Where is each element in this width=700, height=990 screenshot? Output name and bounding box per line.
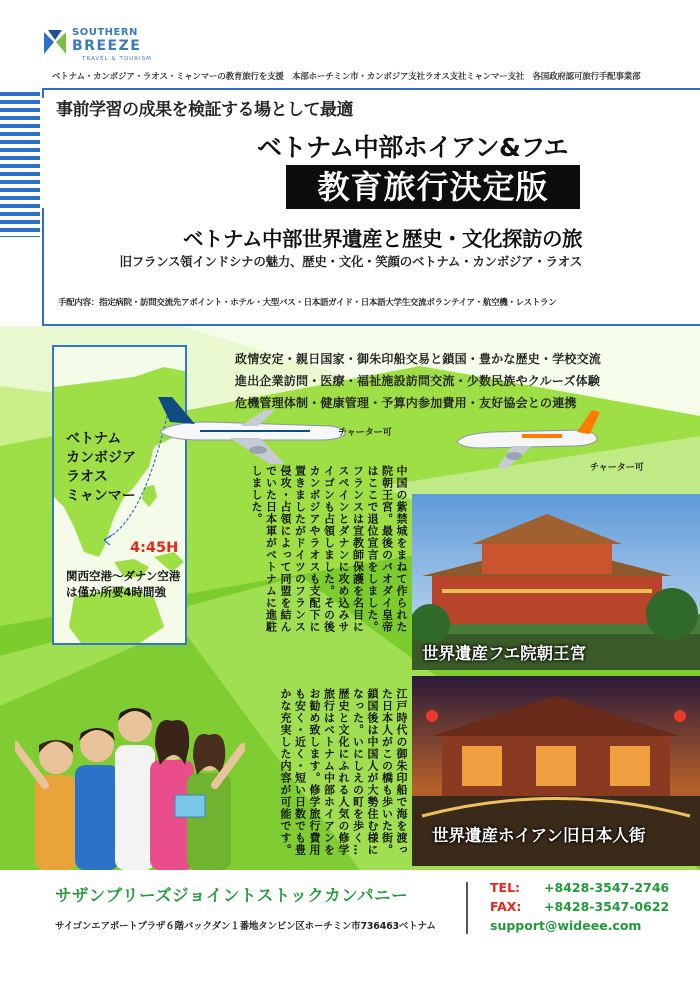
country-cambodia: カンボジア <box>66 450 136 466</box>
country-laos: ラオス <box>66 469 108 485</box>
blue-stripes-decoration <box>0 92 40 237</box>
hoian-bridge-photo <box>412 676 700 866</box>
arrangement-list: 手配内容：指定病院・訪問交流先アポイント・ホテル・大型バス・日本語ガイド・日本語大学生交流ボランテイア・航空機・レストラン <box>58 298 557 308</box>
hue-imperial-palace-photo <box>412 494 700 670</box>
company-name: サザンブリーズジョイントストックカンパニー <box>55 886 409 905</box>
logo-text-southern: SOUTHERN <box>72 27 138 38</box>
airplane-jetstar-icon <box>452 410 602 470</box>
flight-time: 4:45H <box>130 540 179 556</box>
main-title-banner: 教育旅行決定版 <box>317 168 549 206</box>
students-group-illustration <box>15 685 245 870</box>
country-list <box>66 430 136 506</box>
charter-label-1: チャーター可 <box>338 428 392 438</box>
tel-label: TEL: <box>490 880 521 895</box>
subtitle: ベトナム中部世界遺産と歴史・文化探訪の旅 <box>183 227 582 251</box>
logo-text-travel: TRAVEL & TOURISM <box>82 56 152 62</box>
contact-fax <box>490 899 669 914</box>
country-vietnam: ベトナム <box>66 431 122 447</box>
hue-photo-caption: 世界遺産フエ院朝王宮 <box>422 644 587 663</box>
contact-tel <box>490 880 669 895</box>
flight-route <box>66 568 180 600</box>
keyword-line-2: 進出企業訪問・医療・福祉施設訪問交流・少数民族やクルーズ体験 <box>235 374 601 388</box>
subtitle-secondary: 旧フランス領インドシナの魅力、歴史・文化・笑顔のベトナム・カンボジア・ラオス <box>119 254 582 269</box>
logo-mark-icon <box>42 28 68 58</box>
hoian-photo-caption: 世界遺産ホイアン旧日本人街 <box>432 826 646 845</box>
hoian-description: 江戸時代の御朱印船で海を渡った日本人がこの橋も歩いた街。鎖国後は中国人が大勢住む様になった。いにしえの町を歩く…歴史と文化にふれる人気の修学旅行はベトナム中部ホイアンをお勧め致します。修学旅行費用も安く・近く・短い日数でも豊かな充実した内容が可能です。 <box>279 688 408 856</box>
fax-label: FAX: <box>490 899 522 914</box>
main-title: ベトナム中部ホイアン&フエ <box>256 133 568 162</box>
route-line-2: は僅か所要4時間強 <box>66 585 167 599</box>
company-address: サイゴンエアポートプラザ６階バックダン１番地タンビン区ホーチミン市736463ベトナム <box>55 921 436 932</box>
airplane-vietnam-airlines-icon <box>150 392 350 467</box>
charter-label-2: チャーター可 <box>590 463 644 473</box>
logo-text-breeze: BREEZE <box>72 38 142 54</box>
lead-text: 事前学習の成果を検証する場として最適 <box>56 100 353 120</box>
keyword-line-1: 政情安定・親日国家・御朱印船交易と鎖国・豊かな歴史・学校交流 <box>235 352 602 366</box>
hue-description: 中国の紫禁城をまねて作られた院朝王宮。最後のバオダイ皇帝はここで退位宣言をしました。フランスは宣教師保護を名目にスペインとダナンに攻め込みサイゴンも占領しました。その後カンボジアやラオスも支配下に置きましたがドイツのフランス侵攻・占領によって同盟を結んでいた日本軍がベトナムに進駐しました。 <box>250 465 408 633</box>
header-tagline: ベトナム・カンボジア・ラオス・ミャンマーの教育旅行を支援 本部ホーチミン市・カンボジア支社ラオス支社ミャンマー支社 各国政府認可旅行手配事業部 <box>52 72 641 82</box>
footer-divider <box>466 882 468 934</box>
tel-number: +8428-3547-2746 <box>544 880 670 895</box>
fax-number: +8428-3547-0622 <box>544 899 670 914</box>
route-line-1: 関西空港～ダナン空港 <box>66 569 181 583</box>
keyword-line-3: 危機管理体制・健康管理・予算内参加費用・友好協会との連携 <box>235 396 577 410</box>
contact-email[interactable]: support@wideee.com <box>490 918 642 933</box>
country-myanmar: ミャンマー <box>66 488 136 504</box>
company-logo <box>42 24 162 68</box>
